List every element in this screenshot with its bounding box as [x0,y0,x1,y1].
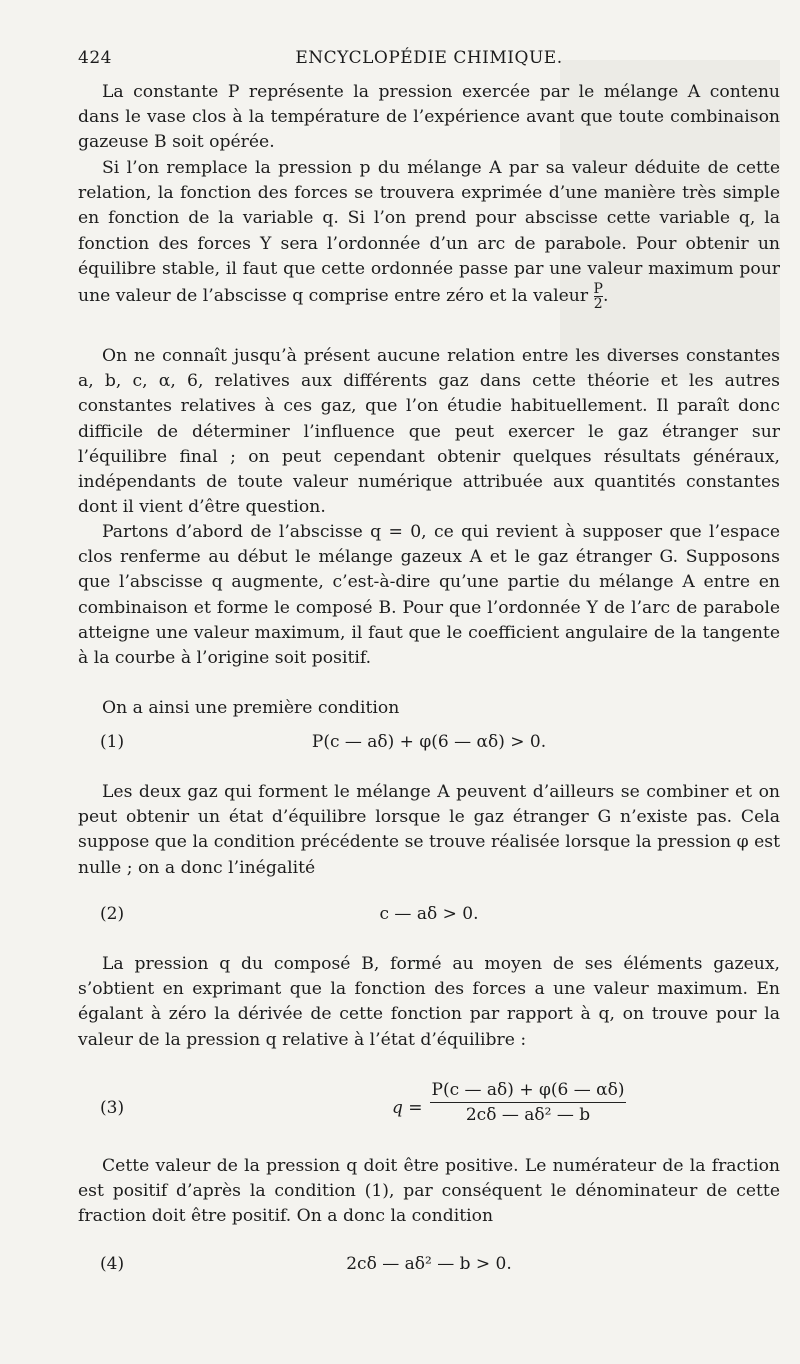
paragraph-3 [78,344,780,520]
paragraph-1 [78,80,780,156]
paragraph-5-text: On a ainsi une première condition [102,698,400,718]
paragraph-2-body: Si l’on remplace la pression p du mélange A par sa valeur déduite de cette relation, la fonction des forces se trouvera exprimée d’une manière très simple en fonction de la variable q. Si l’on prend pour abscisse cette variable q, la fonction des forces Y sera l’ordonnée d’un arc de parabole. Pour obtenir un équilibre stable, il faut que cette ordonnée passe par une valeur maximum pour une valeur de l’abscisse q comprise entre zéro et la valeur [78,158,780,307]
equation-2-body: c — aδ > 0. [379,904,479,924]
page-number: 424 [78,48,112,68]
paragraph-5 [78,696,780,721]
equation-3-fraction [430,1080,626,1125]
equation-4 [78,1250,780,1280]
equation-3 [78,1080,780,1140]
paragraph-6 [78,780,780,881]
equation-1-body: P(c — aδ) + φ(6 — αδ) > 0. [311,732,547,752]
paragraph-2-text: Si l’on remplace la pression p du mélange A par sa valeur déduite de cette relation, la fonction des forces se trouvera exprimée d’une manière très simple en fonction de la variable q. Si l’on prend pour abscisse cette variable q, la fonction des forces Y sera l’ordonnée d’un arc de parabole. Pour obtenir un équilibre stable, il faut que cette ordonnée passe par une valeur maximum pour une valeur de l’abscisse q comprise entre zéro et la valeur $\frac{P}{2}$ . [78,158,780,313]
paragraph-8-text: Cette valeur de la pression q doit être positive. Le numérateur de la fraction est positif d’après la condition (1), par conséquent le dénominateur de cette fraction doit être positif. On a donc la condition [78,1156,780,1227]
paragraph-1-text: La constante P représente la pression exercée par le mélange A contenu dans le vase clos à la température de l’expérience avant que toute combinaison gazeuse B soit opérée. [78,82,780,153]
equation-3-denominator: 2cδ — aδ² — b [465,1105,591,1125]
equation-2 [78,900,780,930]
equation-3-number: (3) [100,1098,125,1118]
paragraph-8 [78,1154,780,1230]
page-header [78,44,780,72]
equation-3-lhs: q = [392,1098,423,1118]
paragraph-6-text: Les deux gaz qui forment le mélange A peuvent d’ailleurs se combiner et on peut obtenir un état d’équilibre lorsque le gaz étranger G n’existe pas. Cela suppose que la condition précédente se trouve réalisée lorsque la pression φ est nulle ; on a donc l’inégalité [78,782,780,878]
paragraph-3-text: On ne connaît jusqu’à présent aucune relation entre les diverses constantes a, b, c, α, 6, relatives aux différents gaz dans cette théorie et les autres constantes relatives à ces gaz, que l’on étudie habituellement. Il paraît donc difficile de déterminer l’influence que peut exercer le gaz étranger sur l’équilibre final ; on peut cependant obtenir quelques résultats généraux, indépendants de toute valeur numérique attribuée aux quantités constantes dont il vient d’être question. [78,346,780,518]
fraction-p-over-2 [594,282,603,311]
equation-1 [78,728,780,758]
paragraph-4 [78,520,780,671]
fraction-denominator: 2 [593,296,603,313]
paragraph-7 [78,952,780,1053]
equation-4-body: 2cδ — aδ² — b > 0. [346,1254,512,1274]
running-title: ENCYCLOPÉDIE CHIMIQUE. [295,48,563,68]
equation-4-number: (4) [100,1254,125,1274]
paragraph-7-text: La pression q du composé B, formé au moyen de ses éléments gazeux, s’obtient en exprimant que la fonction des forces a une valeur maximum. En égalant à zéro la dérivée de cette fonction par rapport à q, on trouve pour la valeur de la pression q relative à l’état d’équilibre : [78,954,780,1050]
fraction-numerator: P [593,281,603,298]
paragraph-4-text: Partons d’abord de l’abscisse q = 0, ce qui revient à supposer que l’espace clos renferme au début le mélange gazeux A et le gaz étranger G. Supposons que l’abscisse q augmente, c’est-à-dire qu’une partie du mélange A entre en combinaison et forme le composé B. Pour que l’ordonnée Y de l’arc de parabole atteigne une valeur maximum, il faut que le coefficient angulaire de la tangente à la courbe à l’origine soit positif. [78,522,780,669]
equation-1-number: (1) [100,732,125,752]
equation-3-numerator: P(c — aδ) + φ(6 — αδ) [430,1080,626,1103]
equation-2-number: (2) [100,904,125,924]
paragraph-2 [78,156,780,311]
